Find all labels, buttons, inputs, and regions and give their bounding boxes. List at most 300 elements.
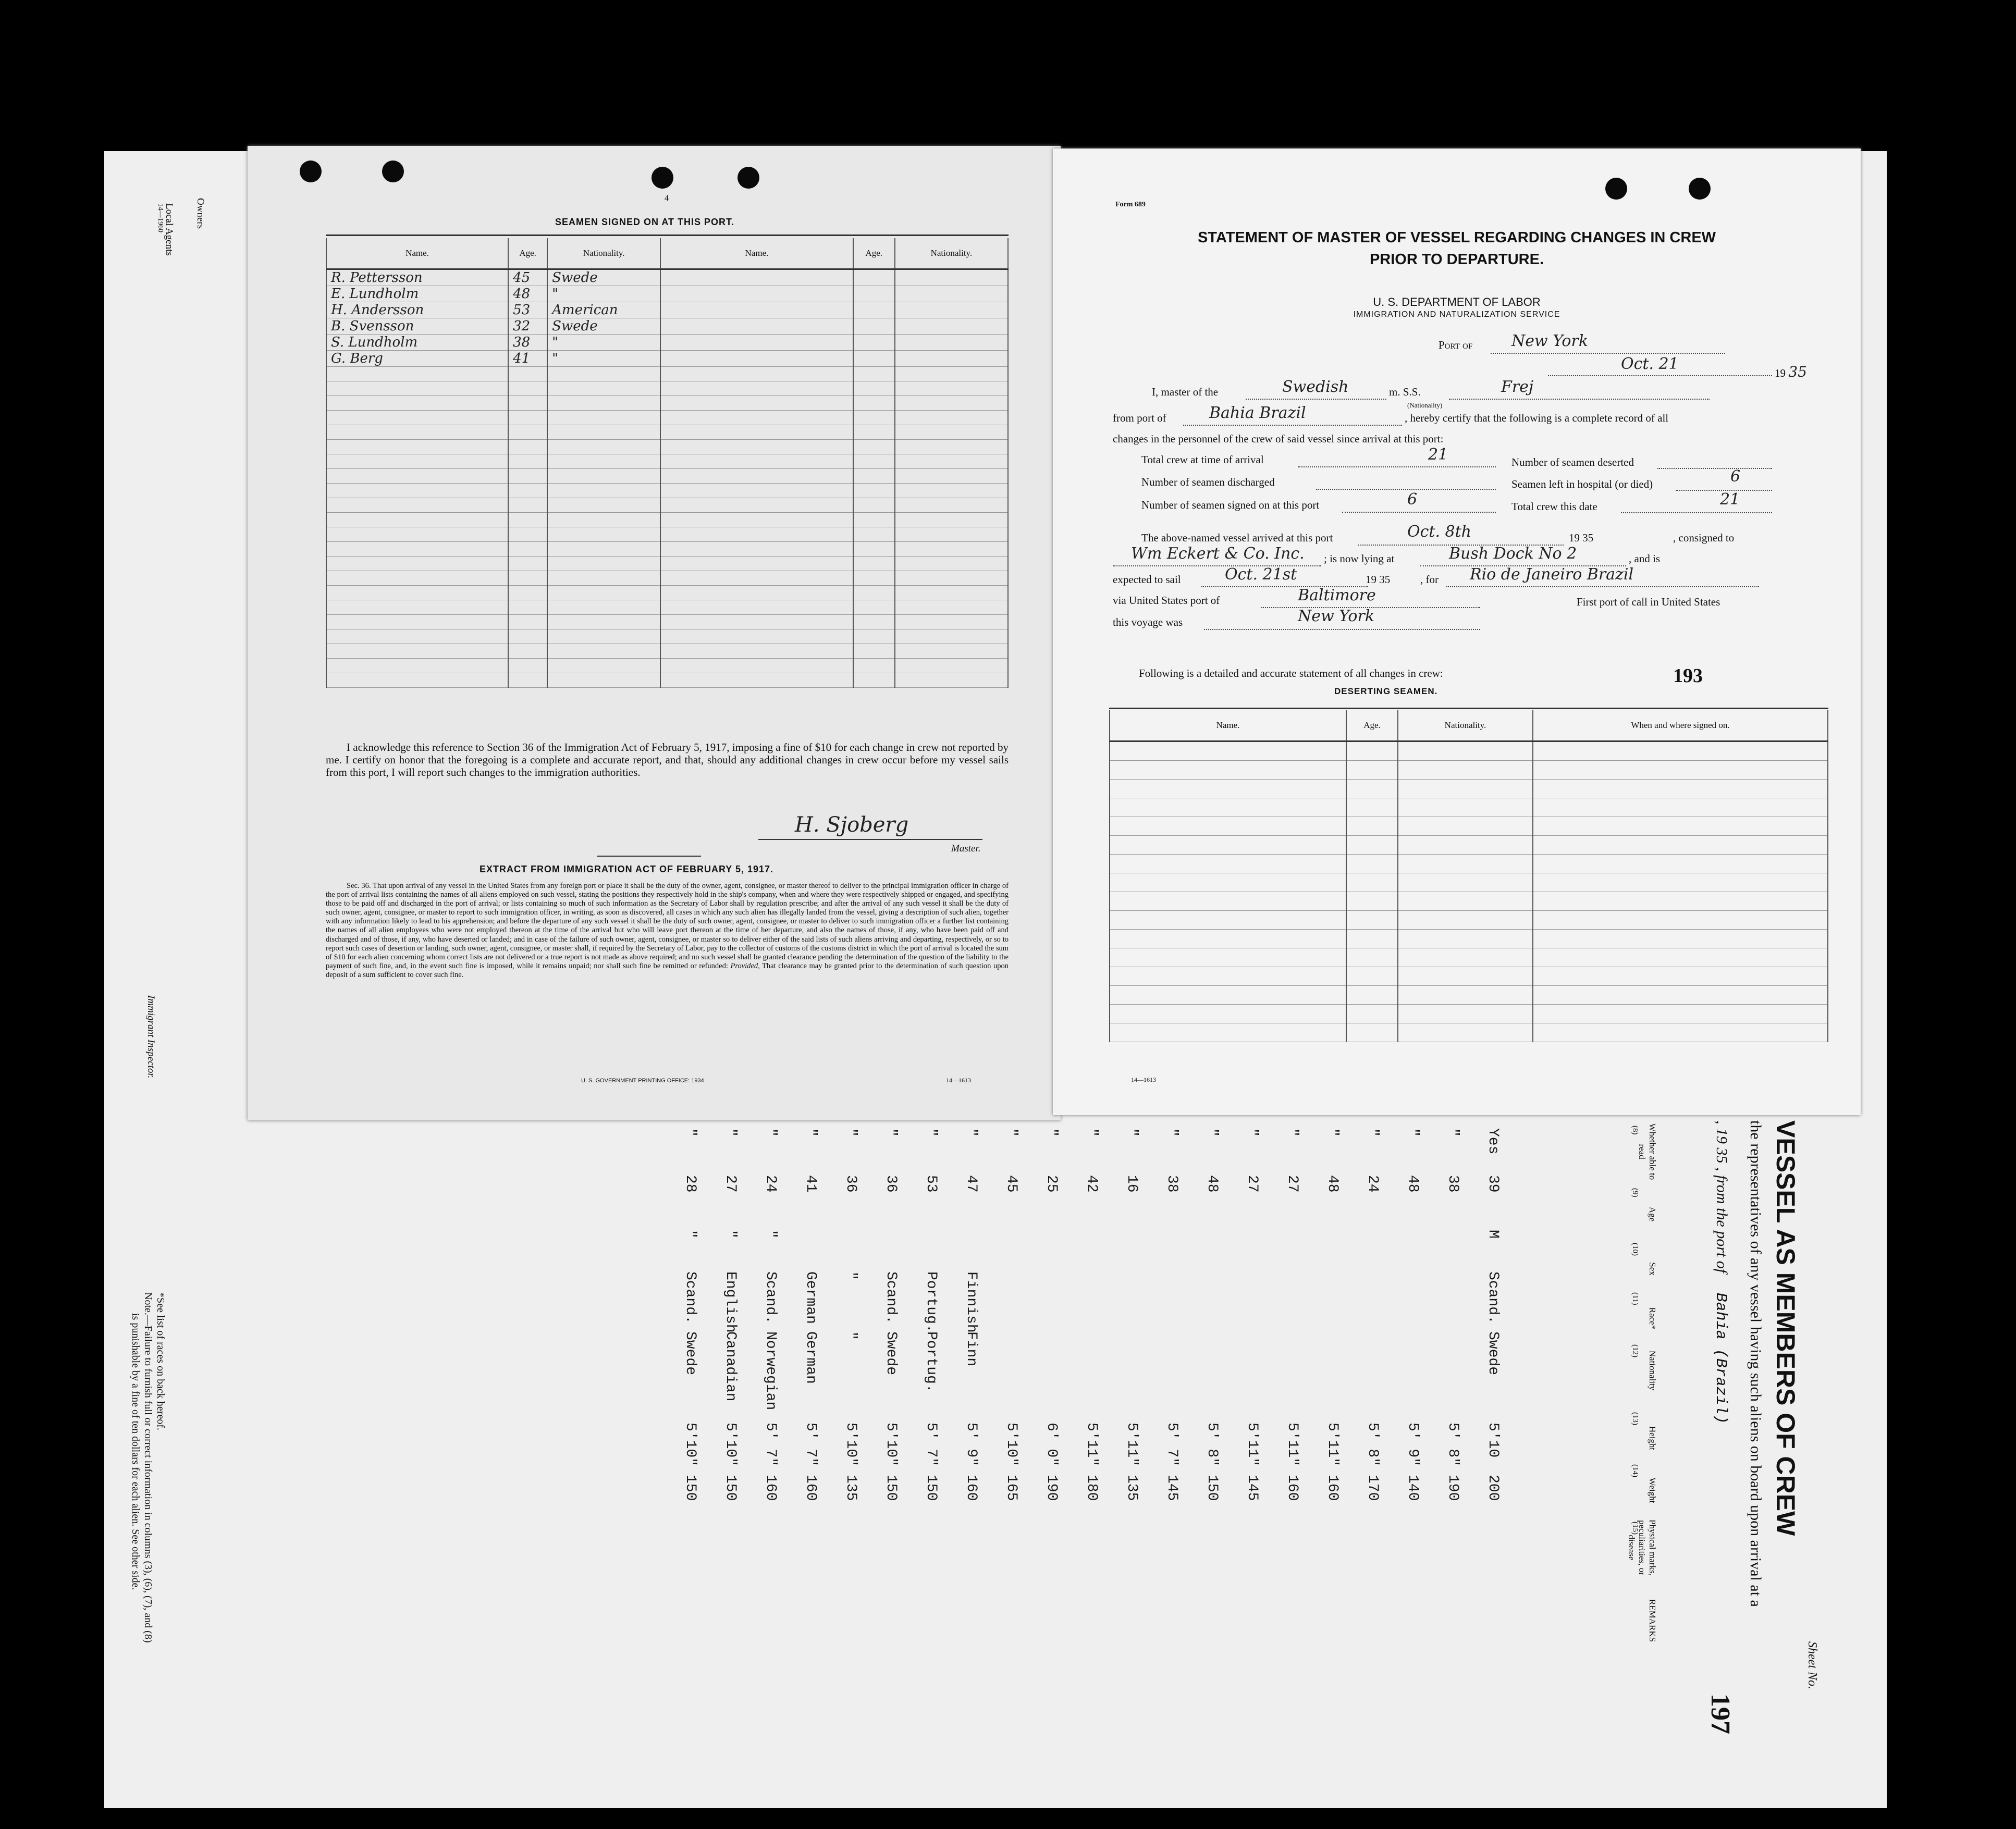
crew-cell-height: 5' 7" — [803, 1423, 819, 1467]
cell-age: 32 — [508, 318, 547, 335]
nationality-value: Swedish — [1282, 378, 1349, 396]
crew-cell-weight: 160 — [763, 1475, 779, 1501]
voyage-label: this voyage was — [1113, 616, 1183, 628]
crew-cell-height: 5' 9" — [963, 1423, 979, 1467]
signed-on-label: Number of seamen signed on at this port — [1141, 499, 1320, 511]
left-form-page — [248, 146, 1061, 1120]
for-value: Rio de Janeiro Brazil — [1470, 565, 1634, 584]
cell — [1533, 911, 1828, 930]
cell — [1398, 742, 1533, 761]
cell — [1110, 836, 1346, 855]
crew-cell-read: " — [1124, 1128, 1140, 1137]
cell-name — [326, 411, 508, 425]
cell-nat2 — [895, 659, 1008, 673]
cell-name2 — [660, 454, 853, 469]
printing-office-note: U. S. GOVERNMENT PRINTING OFFICE: 1934 — [581, 1078, 704, 1084]
discharged-dotline — [1316, 489, 1496, 490]
crew-cell-height: 5'10" — [682, 1423, 698, 1467]
crew-cell-age: 16 — [1124, 1175, 1140, 1193]
crew-cell-age: 47 — [963, 1175, 979, 1193]
crew-cell-height: 5'10" — [883, 1423, 899, 1467]
deserting-rule — [1109, 708, 1828, 709]
crew-cell-weight: 160 — [963, 1475, 979, 1501]
extract-title: EXTRACT FROM IMMIGRATION ACT OF FEBRUARY 5, 1917. — [480, 864, 774, 874]
table-row — [1110, 873, 1828, 892]
crew-cell-nationality: Swede — [1485, 1331, 1501, 1376]
cell-nat2 — [895, 335, 1008, 351]
cell-nationality — [547, 673, 660, 688]
cell-name2 — [660, 469, 853, 484]
crew-col-header: Nationality — [1648, 1350, 1657, 1391]
cell-age — [508, 527, 547, 542]
cell-name — [326, 484, 508, 498]
cell — [1533, 986, 1828, 1005]
binder-hole — [1605, 178, 1627, 200]
crew-list-subheading: the representatives of any vessel having such aliens on board upon arrival at a — [1747, 1120, 1764, 1607]
discharged-label: Number of seamen discharged — [1141, 476, 1275, 488]
cell — [1533, 742, 1828, 761]
right-page-title: STATEMENT OF MASTER OF VESSEL REGARDING CHANGES IN CREW PRIOR TO DEPARTURE. — [1197, 229, 1716, 268]
cell-nationality — [547, 527, 660, 542]
vessel-name: Frej — [1501, 378, 1534, 396]
nationality-dotline — [1246, 399, 1386, 400]
cell-age — [508, 586, 547, 600]
certify-text: , hereby certify that the following is a complete record of all — [1405, 412, 1669, 424]
cell-nat2 — [895, 600, 1008, 615]
crew-cell-read: " — [1405, 1128, 1421, 1137]
cell-nationality — [547, 425, 660, 440]
cell — [1346, 798, 1398, 817]
consignee-value: Wm Eckert & Co. Inc. — [1131, 545, 1305, 563]
crew-cell-age: 27 — [722, 1175, 739, 1193]
crew-cell-read: " — [1164, 1128, 1180, 1137]
crew-col-header: Age — [1648, 1206, 1657, 1222]
arrived-value: Oct. 8th — [1407, 523, 1471, 541]
table-row — [1110, 855, 1828, 873]
cell — [1533, 780, 1828, 798]
crew-col-header: Race* — [1648, 1307, 1657, 1330]
cell — [1110, 817, 1346, 836]
cell — [1533, 761, 1828, 780]
seamen-signed-on-table — [326, 238, 1009, 688]
cell-nationality: " — [547, 351, 660, 367]
changes-text: changes in the personnel of the crew of said vessel since arrival at this port: — [1113, 432, 1444, 445]
crew-cell-read: " — [963, 1128, 979, 1137]
via-value: Baltimore — [1298, 586, 1376, 604]
table-row — [326, 586, 1008, 600]
crew-cell-height: 5' 8" — [1445, 1423, 1461, 1467]
cell-name2 — [660, 644, 853, 659]
crew-col-number: (11) — [1631, 1292, 1639, 1305]
crew-cell-weight: 140 — [1405, 1475, 1421, 1501]
cell-age2 — [853, 673, 895, 688]
cell-age2 — [853, 484, 895, 498]
cell-name — [326, 513, 508, 527]
crew-cell-read: " — [1204, 1128, 1220, 1137]
crew-cell-age: 27 — [1244, 1175, 1260, 1193]
cell-name2 — [660, 411, 853, 425]
cell — [1533, 817, 1828, 836]
cell-name2 — [660, 542, 853, 557]
crew-cell-age: 28 — [682, 1175, 698, 1193]
crew-cell-weight: 135 — [1124, 1475, 1140, 1501]
cell-name2 — [660, 381, 853, 396]
cell-age — [508, 367, 547, 381]
crew-cell-height: 5' 7" — [1164, 1423, 1180, 1467]
cell-nat2 — [895, 381, 1008, 396]
cell-age2 — [853, 629, 895, 644]
table-row — [1110, 967, 1828, 986]
cell-nat2 — [895, 367, 1008, 381]
binder-hole — [1689, 178, 1711, 200]
table-row — [1110, 1023, 1828, 1042]
crew-cell-age: 38 — [1164, 1175, 1180, 1193]
cell-name — [326, 469, 508, 484]
cell-name: B. Svensson — [326, 318, 508, 335]
table-row — [326, 269, 1008, 286]
crew-cell-nationality: Canadian — [722, 1331, 739, 1402]
cell-age2 — [853, 469, 895, 484]
cell-name2 — [660, 286, 853, 302]
cell-nationality — [547, 615, 660, 629]
crew-cell-height: 6' 0" — [1043, 1423, 1060, 1467]
cell — [1398, 911, 1533, 930]
cell-nat2 — [895, 425, 1008, 440]
crew-cell-height: 5'10" — [722, 1423, 739, 1467]
crew-cell-sex: " — [763, 1230, 779, 1239]
crew-cell-nationality: Norwegian — [763, 1331, 779, 1411]
cell-name — [326, 440, 508, 454]
crew-cell-read: " — [682, 1128, 698, 1137]
vessel-dotline — [1449, 399, 1710, 400]
cell-age2 — [853, 367, 895, 381]
cell-nationality — [547, 498, 660, 513]
cell-name — [326, 557, 508, 571]
crew-cell-read: " — [883, 1128, 899, 1137]
crew-col-header: Weight — [1648, 1477, 1657, 1503]
crew-cell-weight: 150 — [883, 1475, 899, 1501]
table-row — [326, 425, 1008, 440]
table-row — [326, 484, 1008, 498]
crew-cell-weight: 190 — [1043, 1475, 1060, 1501]
col-name: Name. — [1110, 710, 1346, 742]
cell-name — [326, 629, 508, 644]
cell-age2 — [853, 527, 895, 542]
cell-nat2 — [895, 440, 1008, 454]
expected-label: expected to sail — [1113, 573, 1181, 586]
binder-hole — [382, 160, 404, 182]
binder-hole — [651, 167, 673, 189]
cell — [1398, 817, 1533, 836]
crew-cell-age: 36 — [843, 1175, 859, 1193]
cell — [1533, 873, 1828, 892]
cell-name — [326, 659, 508, 673]
department-name: U. S. DEPARTMENT OF LABOR — [1373, 295, 1541, 308]
crew-cell-weight: 145 — [1244, 1475, 1260, 1501]
owners-label: Owners — [195, 198, 206, 229]
table-row — [326, 469, 1008, 484]
crew-cell-age: 39 — [1485, 1175, 1501, 1193]
cell-name — [326, 673, 508, 688]
from-port-label: from port of — [1113, 412, 1166, 424]
crew-cell-height: 5' 8" — [1365, 1423, 1381, 1467]
signed-on-value: 6 — [1407, 490, 1418, 509]
table-row — [1110, 986, 1828, 1005]
local-agents-code: 14—1960 — [156, 203, 164, 232]
cell-name: E. Lundholm — [326, 286, 508, 302]
cell-nat2 — [895, 318, 1008, 335]
cell — [1533, 892, 1828, 911]
cell-age: 53 — [508, 302, 547, 318]
table-row — [326, 367, 1008, 381]
crew-list-page-number: 197 — [1705, 1694, 1735, 1734]
cell-nationality: Swede — [547, 269, 660, 286]
table-row — [1110, 761, 1828, 780]
table-row — [326, 396, 1008, 411]
cell-nat2 — [895, 644, 1008, 659]
col-nationality-2: Nationality. — [895, 238, 1008, 269]
crew-cell-sex: M — [1485, 1230, 1501, 1239]
crew-cell-race: Scand. — [883, 1271, 899, 1324]
form-number: Form 689 — [1115, 201, 1146, 208]
cell-age — [508, 644, 547, 659]
cell-age2 — [853, 269, 895, 286]
cell-age — [508, 513, 547, 527]
cell-name2 — [660, 600, 853, 615]
cell — [1346, 761, 1398, 780]
table-row — [1110, 780, 1828, 798]
crew-list-port-line: , 19 35 , from the port of Bahia (Brazil) — [1712, 1120, 1730, 1424]
total-crew-date-dotline — [1621, 512, 1772, 513]
cell-nationality — [547, 659, 660, 673]
cell-name: H. Andersson — [326, 302, 508, 318]
cell-name — [326, 644, 508, 659]
crew-cell-race: Scand. — [1485, 1271, 1501, 1324]
cell-age2 — [853, 586, 895, 600]
cell-name — [326, 600, 508, 615]
crew-cell-height: 5'11" — [1284, 1423, 1300, 1467]
crew-cell-height: 5' 8" — [1204, 1423, 1220, 1467]
port-dotline — [1491, 353, 1725, 354]
cell-nat2 — [895, 484, 1008, 498]
cell-nat2 — [895, 557, 1008, 571]
cell-age2 — [853, 411, 895, 425]
for-label: , for — [1420, 573, 1439, 586]
cell-nationality — [547, 571, 660, 586]
crew-cell-read: " — [1324, 1128, 1341, 1137]
crew-cell-weight: 150 — [1204, 1475, 1220, 1501]
crew-cell-height: 5'11" — [1084, 1423, 1100, 1467]
cell — [1398, 855, 1533, 873]
vessel-type: m. S.S. — [1389, 386, 1421, 398]
crew-cell-age: 27 — [1284, 1175, 1300, 1193]
seamen-table-body — [326, 269, 1008, 688]
crew-cell-weight: 165 — [1003, 1475, 1019, 1501]
table-row — [326, 629, 1008, 644]
cell — [1110, 911, 1346, 930]
sheet-number-label: Sheet No. — [1805, 1641, 1819, 1689]
cell-nat2 — [895, 286, 1008, 302]
cell-age — [508, 381, 547, 396]
crew-cell-weight: 170 — [1365, 1475, 1381, 1501]
cell-name — [326, 396, 508, 411]
cell-nat2 — [895, 629, 1008, 644]
service-name: IMMIGRATION AND NATURALIZATION SERVICE — [1353, 310, 1560, 319]
col-age: Age. — [508, 238, 547, 269]
cell — [1533, 967, 1828, 986]
cell-age2 — [853, 454, 895, 469]
via-label: via United States port of — [1113, 594, 1220, 607]
cell-nationality: American — [547, 302, 660, 318]
cell-age: 38 — [508, 335, 547, 351]
table-row — [326, 318, 1008, 335]
voyage-dotline — [1204, 629, 1480, 630]
cell-age2 — [853, 600, 895, 615]
cell-age — [508, 542, 547, 557]
table-row — [1110, 930, 1828, 948]
crew-cell-read: " — [1244, 1128, 1260, 1137]
cell — [1346, 836, 1398, 855]
cell-age — [508, 629, 547, 644]
date-dotline — [1548, 375, 1772, 376]
table-row — [326, 513, 1008, 527]
cell — [1346, 873, 1398, 892]
cell-age2 — [853, 381, 895, 396]
cell-age2 — [853, 659, 895, 673]
crew-cell-age: 24 — [763, 1175, 779, 1193]
crew-cell-read: Yes — [1485, 1128, 1501, 1155]
port-value: New York — [1511, 332, 1588, 350]
cell-nat2 — [895, 411, 1008, 425]
crew-cell-height: 5'10 — [1485, 1423, 1501, 1458]
crew-col-number: (13) — [1631, 1412, 1639, 1425]
cell-nat2 — [895, 351, 1008, 367]
seamen-signed-on-title: SEAMEN SIGNED ON AT THIS PORT. — [555, 217, 735, 227]
cell — [1346, 780, 1398, 798]
crew-cell-height: 5' 7" — [763, 1423, 779, 1467]
cell — [1533, 836, 1828, 855]
crew-cell-age: 48 — [1405, 1175, 1421, 1193]
crew-cell-height: 5'11" — [1324, 1423, 1341, 1467]
cell-name — [326, 527, 508, 542]
cell — [1110, 948, 1346, 967]
cell-age — [508, 411, 547, 425]
right-page-number: 193 — [1673, 665, 1703, 687]
cell-age2 — [853, 513, 895, 527]
cell-name: S. Lundholm — [326, 335, 508, 351]
extract-text: Sec. 36. That upon arrival of any vessel in the United States from any foreign port or place it shall be the duty of the owner, agent, consignee, or master thereof to deliver to the principal immigration officer in charge of the port of arrival lists containing the names of all aliens employed on such vessel, stating the positions they respectively hold in the ship's company, when and where they were respectively shipped or engaged, and specifying those to be paid off and discharged in the port of arrival; or lists containing so much of such information as the Secretary of Labor shall by regulation prescribe; and after the arrival of any such vessel it shall be the duty of such owner, agent, consignee, or master to report to such immigration officer, in writing, as soon as discovered, all cases in which any such alien has illegally landed from the vessel, giving a description of such alien, together with any information likely to lead to his apprehension; and before the departure of any such vessel it shall be the duty of such owner, agent, consignee, or master to deliver to such immigration officer a further list containing the names of all alien employees who were not employed thereon at the time of the arrival but who will leave port thereon at the time of her departure, and also the names of those, if any, who have been paid off and discharged and of those, if any, who have deserted or landed; and in case of the failure of such owner, agent, consignee, or master so to deliver either of the said lists of such aliens arriving and departing, respectively, or so to report such cases of desertion or landing, such owner, agent, consignee, or master shall, if required by the Secretary of Labor, pay to the collector of customs of the customs district in which the port of arrival is located the sum of $10 for each alien concerning whom correct lists are not delivered or a true report is not made as above required; and no such vessel shall be granted clearance pending the determination of the question of the liability to the payment of such fine, and, in the event such fine is imposed, while it remains unpaid; nor shall such fine be remitted or refunded: Provided, That clearance may be granted prior to the determination of such question upon deposit of a sum sufficient to cover such fine. — [326, 882, 1009, 979]
cell-nationality — [547, 586, 660, 600]
cell — [1110, 892, 1346, 911]
crew-cell-age: 38 — [1445, 1175, 1461, 1193]
cell-nationality — [547, 381, 660, 396]
crew-cell-nationality: German — [803, 1331, 819, 1384]
first-port-label: First port of call in United States — [1577, 596, 1720, 608]
cell-age2 — [853, 557, 895, 571]
cell-nationality — [547, 440, 660, 454]
acknowledgement-text: I acknowledge this reference to Section 36 of the Immigration Act of February 5, 1917, imposing a fine of $10 for each change in crew not reported by me. I certify on honor that the foregoing is a complete and accurate report, and that, should any additional changes in crew occur before my vessel sails from this port, I will report such changes to the immigration authorities. — [326, 741, 1009, 778]
cell — [1110, 742, 1346, 761]
cell-age — [508, 469, 547, 484]
total-crew-arrival-dotline — [1298, 466, 1496, 467]
cell — [1346, 911, 1398, 930]
following-text: Following is a detailed and accurate statement of all changes in crew: — [1139, 667, 1443, 679]
arrived-year: 19 35 — [1569, 532, 1594, 544]
master-of-label: I, master of the — [1152, 386, 1219, 398]
col-name: Name. — [326, 238, 508, 269]
crew-cell-height: 5' 9" — [1405, 1423, 1421, 1467]
expected-value: Oct. 21st — [1225, 565, 1297, 584]
crew-cell-read: " — [843, 1128, 859, 1137]
cell-nat2 — [895, 269, 1008, 286]
table-row — [326, 335, 1008, 351]
cell-name2 — [660, 513, 853, 527]
crew-cell-nationality: Finn — [963, 1331, 979, 1367]
cell-nat2 — [895, 513, 1008, 527]
col-age: Age. — [1346, 710, 1398, 742]
cell-name2 — [660, 557, 853, 571]
consigned-label: , consigned to — [1673, 532, 1735, 544]
cell — [1110, 798, 1346, 817]
col-name-2: Name. — [660, 238, 853, 269]
expected-year: 19 35 — [1366, 573, 1391, 586]
table-row — [326, 351, 1008, 367]
cell-age2 — [853, 571, 895, 586]
cell-age2 — [853, 644, 895, 659]
table-row — [326, 302, 1008, 318]
crew-cell-sex: " — [682, 1230, 698, 1239]
col-when-where: When and where signed on. — [1533, 710, 1828, 742]
cell-nat2 — [895, 542, 1008, 557]
cell-age2 — [853, 425, 895, 440]
cell — [1398, 761, 1533, 780]
cell-age2 — [853, 440, 895, 454]
cell-age — [508, 600, 547, 615]
cell-age2 — [853, 318, 895, 335]
crew-col-number: (10) — [1631, 1243, 1639, 1256]
nationality-caption: (Nationality) — [1407, 401, 1443, 409]
cell-nationality — [547, 367, 660, 381]
cell-age — [508, 454, 547, 469]
page-number: 4 — [665, 194, 669, 203]
cell — [1398, 930, 1533, 948]
table-row — [326, 644, 1008, 659]
cell — [1346, 892, 1398, 911]
cell-nat2 — [895, 615, 1008, 629]
deserting-seamen-table — [1109, 710, 1828, 1042]
table-row — [1110, 798, 1828, 817]
cell-nat2 — [895, 396, 1008, 411]
cell-age: 41 — [508, 351, 547, 367]
cell — [1110, 855, 1346, 873]
crew-cell-age: 41 — [803, 1175, 819, 1193]
cell — [1398, 873, 1533, 892]
crew-cell-weight: 190 — [1445, 1475, 1461, 1501]
cell-nat2 — [895, 469, 1008, 484]
cell — [1398, 948, 1533, 967]
local-agents-label: Local Agents — [164, 203, 175, 256]
crew-list-heading: VESSEL AS MEMBERS OF CREW — [1771, 1120, 1800, 1536]
crew-col-number: (9) — [1631, 1188, 1639, 1197]
table-row — [1110, 948, 1828, 967]
table-row — [326, 571, 1008, 586]
table-row — [326, 440, 1008, 454]
table-row — [326, 498, 1008, 513]
date-value: Oct. 21 — [1621, 355, 1679, 373]
cell-nationality — [547, 600, 660, 615]
table-row — [326, 600, 1008, 615]
crew-cell-read: " — [923, 1128, 939, 1137]
